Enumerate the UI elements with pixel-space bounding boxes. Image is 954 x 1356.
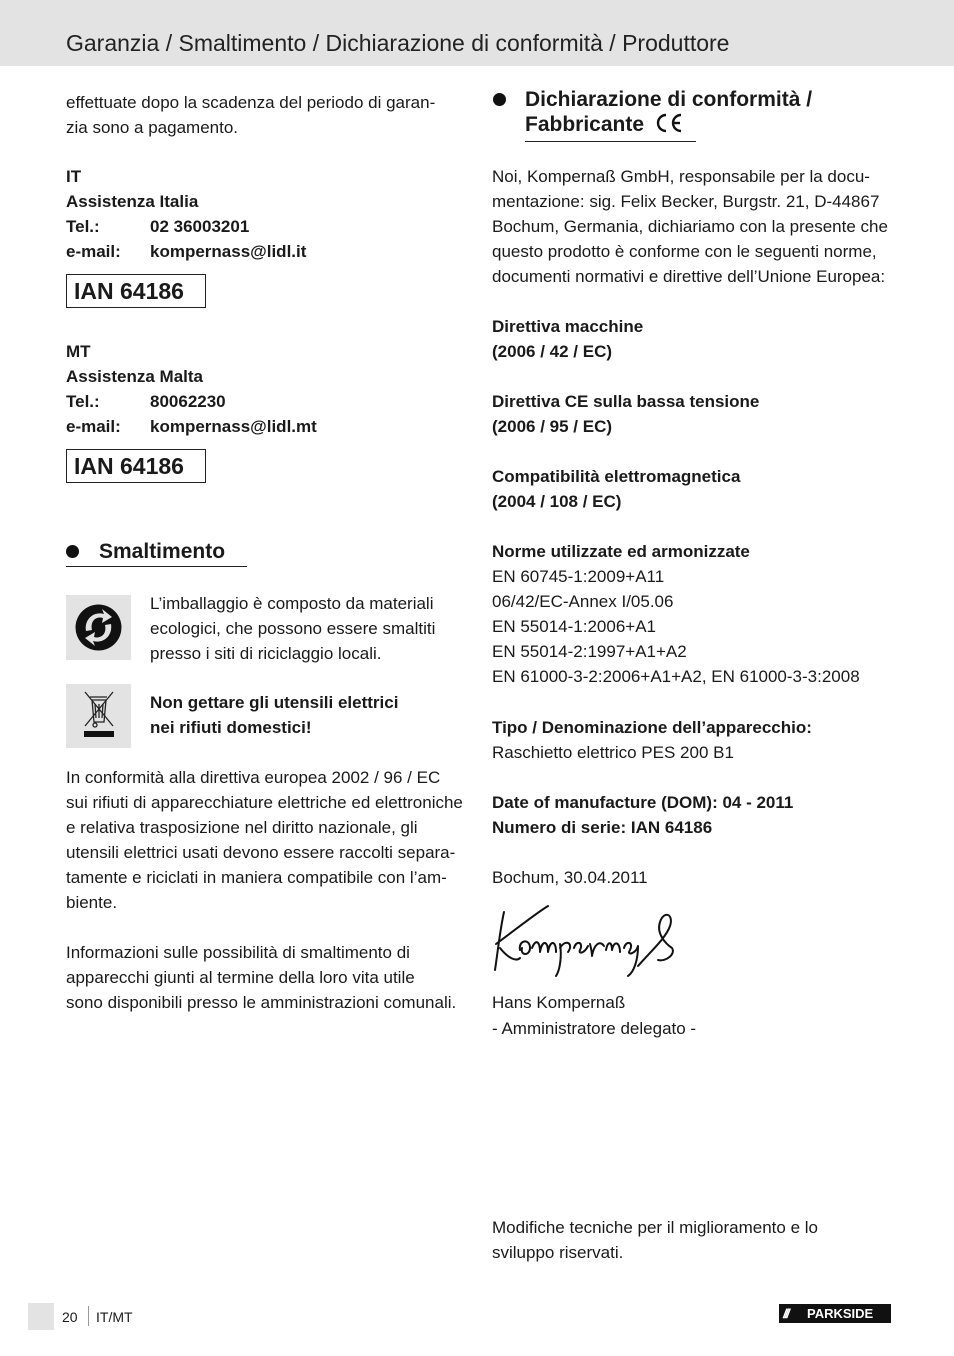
- weee-line-5: tamente e riciclati in maniera compatibile con l’am-: [66, 868, 447, 887]
- norm-item: 06/42/EC-Annex I/05.06: [492, 592, 674, 611]
- it-country: IT: [66, 167, 82, 186]
- decl-intro-line-5: documenti normativi e direttive dell’Unione Europea:: [492, 267, 886, 286]
- language-code: IT/MT: [96, 1309, 133, 1325]
- parkside-logo: [779, 1304, 891, 1323]
- weee-line-1: In conformità alla direttiva europea 2002 / 96 / EC: [66, 768, 441, 787]
- section-bullet: [66, 545, 79, 558]
- it-email-value: kompernass@lidl.it: [150, 242, 307, 261]
- device-type-heading: Tipo / Denominazione dell’apparecchio:: [492, 718, 812, 737]
- mt-email-value: kompernass@lidl.mt: [150, 417, 317, 436]
- disposal-heading-underline: [66, 566, 247, 567]
- decl-intro-line-3: Bochum, Germania, dichiariamo con la presente che: [492, 217, 888, 236]
- directive-machinery: Direttiva macchine: [492, 317, 644, 336]
- directive-low-voltage-code: (2006 / 95 / EC): [492, 417, 613, 436]
- mt-country: MT: [66, 342, 91, 361]
- norm-item: EN 55014-1:2006+A1: [492, 617, 656, 636]
- device-type-value: Raschietto elettrico PES 200 B1: [492, 743, 734, 762]
- page-title: Garanzia / Smaltimento / Dichiarazione di conformità / Produttore: [66, 30, 730, 56]
- info-line-1: Informazioni sulle possibilità di smaltimento di: [66, 943, 410, 962]
- info-line-2: apparecchi giunti al termine della loro vita utile: [66, 968, 415, 987]
- page-number: 20: [62, 1309, 78, 1325]
- green-dot-recycling-icon: [66, 595, 131, 660]
- norm-item: EN 55014-2:1997+A1+A2: [492, 642, 687, 661]
- weee-line-2: sui rifiuti di apparecchiature elettriche ed elettroniche: [66, 793, 463, 812]
- footnote-line-2: sviluppo riservati.: [492, 1243, 624, 1262]
- it-email-row: [66, 239, 306, 264]
- signature: [490, 900, 690, 980]
- conformity-heading-line-1: Dichiarazione di conformità /: [525, 88, 813, 111]
- norm-item: EN 60745-1:2009+A11: [492, 567, 665, 586]
- intro-line-2: zia sono a pagamento.: [66, 118, 239, 137]
- footer-marker: [28, 1303, 54, 1330]
- packaging-line-2: ecologici, che possono essere smaltiti: [150, 619, 436, 638]
- serial-number: Numero di serie: IAN 64186: [492, 818, 713, 837]
- date-of-manufacture: Date of manufacture (DOM): 04 - 2011: [492, 793, 794, 812]
- footnote-line-1: Modifiche tecniche per il miglioramento e lo: [492, 1218, 818, 1237]
- weee-line-3: e relativa trasposizione nel diritto nazionale, gli: [66, 818, 418, 837]
- weee-line-6: biente.: [66, 893, 118, 912]
- mt-email-row: [66, 414, 317, 439]
- directive-machinery-code: (2006 / 42 / EC): [492, 342, 613, 361]
- it-tel-label: Tel.:: [66, 217, 100, 236]
- mt-ian-box: IAN 64186: [66, 449, 206, 483]
- place-and-date: Bochum, 30.04.2011: [492, 868, 648, 887]
- packaging-line-3: presso i siti di riciclaggio locali.: [150, 644, 382, 663]
- info-line-3: sono disponibili presso le amministrazioni comunali.: [66, 993, 457, 1012]
- mt-email-label: e-mail:: [66, 417, 121, 436]
- mt-service: Assistenza Malta: [66, 367, 203, 386]
- norms-heading: Norme utilizzate ed armonizzate: [492, 542, 750, 561]
- conformity-heading-line-2: [525, 112, 684, 137]
- logo-name: PARKSIDE: [807, 1306, 874, 1321]
- ce-mark-icon: [654, 112, 684, 134]
- it-service: Assistenza Italia: [66, 192, 199, 211]
- weee-line-4: utensili elettrici usati devono essere raccolti separa-: [66, 843, 456, 862]
- conformity-heading-manufacturer: Fabbricante: [525, 113, 645, 136]
- it-tel-value: 02 36003201: [150, 217, 250, 236]
- directive-emc: Compatibilità elettromagnetica: [492, 467, 741, 486]
- decl-intro-line-2: mentazione: sig. Felix Becker, Burgstr. 21, D-44867: [492, 192, 880, 211]
- crossed-out-wheelie-bin-icon: [66, 684, 131, 748]
- decl-intro-line-1: Noi, Kompernaß GmbH, responsabile per la docu-: [492, 167, 870, 186]
- disposal-heading: Smaltimento: [99, 540, 226, 563]
- directive-low-voltage: Direttiva CE sulla bassa tensione: [492, 392, 760, 411]
- intro-line-1: effettuate dopo la scadenza del periodo di garan-: [66, 93, 436, 112]
- conformity-heading-underline: [525, 141, 696, 142]
- norm-item: EN 61000-3-2:2006+A1+A2, EN 61000-3-3:2008: [492, 667, 860, 686]
- logo-slashes: ///: [783, 1306, 788, 1321]
- it-email-label: e-mail:: [66, 242, 121, 261]
- decl-intro-line-4: questo prodotto è conforme con le seguenti norme,: [492, 242, 877, 261]
- footer-divider: [88, 1306, 89, 1326]
- mt-tel-label: Tel.:: [66, 392, 100, 411]
- it-tel-row: [66, 214, 249, 239]
- signer-name: Hans Kompernaß: [492, 993, 626, 1012]
- directive-emc-code: (2004 / 108 / EC): [492, 492, 622, 511]
- section-bullet: [493, 93, 506, 106]
- packaging-line-1: L’imballaggio è composto da materiali: [150, 594, 434, 613]
- mt-tel-row: [66, 389, 226, 414]
- warning-line-1: Non gettare gli utensili elettrici: [150, 693, 399, 712]
- it-ian-box: IAN 64186: [66, 274, 206, 308]
- signer-role: - Amministratore delegato -: [492, 1019, 697, 1038]
- warning-line-2: nei rifiuti domestici!: [150, 718, 312, 737]
- mt-tel-value: 80062230: [150, 392, 226, 411]
